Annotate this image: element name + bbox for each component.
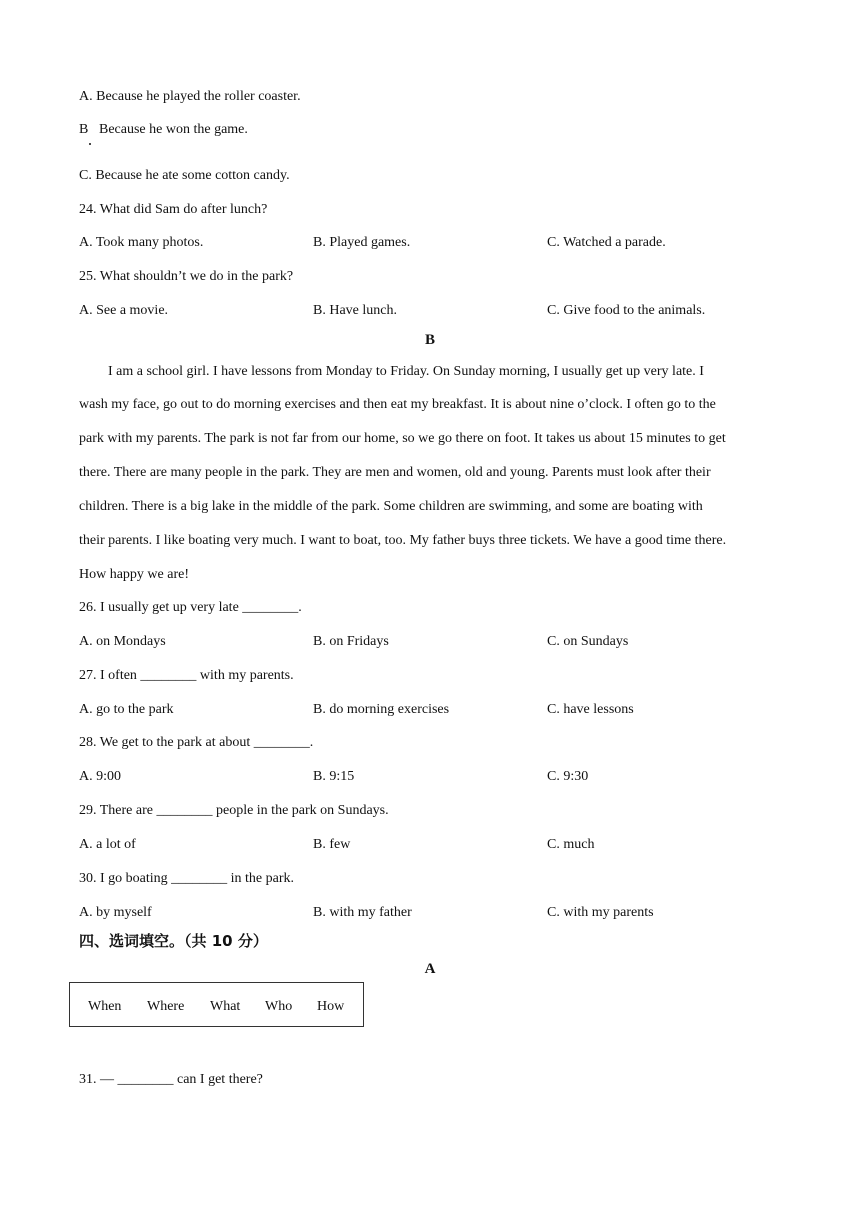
q27-option-a: A. go to the park [79,702,174,717]
q25-option-a: A. See a movie. [79,303,169,318]
q27-option-b: B. do morning exercises [313,702,450,717]
q30-option-c: C. with my parents [547,905,654,920]
q28-option-b: B. 9:15 [313,769,355,784]
q26-stem: 26. I usually get up very late ________. [79,600,302,615]
q28-option-a: A. 9:00 [79,769,121,784]
passage-line: park with my parents. The park is not far from our home, so we go there on foot. It takes us about 15 minutes to get [79,431,726,446]
passage-b-heading: B [424,332,435,348]
q24-option-c: C. Watched a parade. [547,235,666,250]
passage-line: their parents. I like boating very much. I want to boat, too. My father buys three tickets. We have a good time there. [79,533,727,548]
passage-line: I am a school girl. I have lessons from Monday to Friday. On Sunday morning, I usually get up very late. I [108,364,704,379]
passage-line: children. There is a big lake in the middle of the park. Some children are swimming, and some are boating with [79,499,703,514]
q24-option-a: A. Took many photos. [79,235,204,250]
passage-line: there. There are many people in the park. They are men and women, old and young. Parents must look after their [79,465,711,480]
q26-option-c: C. on Sundays [547,634,629,649]
section-4-title: 四、选词填空。（共 10 分） [79,932,268,950]
q30-option-a: A. by myself [79,905,152,920]
q30-stem: 30. I go boating ________ in the park. [79,871,295,886]
word-bank-word: When [88,999,122,1014]
word-bank-word: What [210,999,241,1014]
q24-option-b: B. Played games. [313,235,411,250]
q25-stem: 25. What shouldn’t we do in the park? [79,269,294,284]
q28-option-c: C. 9:30 [547,769,589,784]
q30-option-b: B. with my father [313,905,412,920]
q23-option-b-letter: B [79,122,89,137]
q29-option-a: A. a lot of [79,837,136,852]
word-bank-word: How [317,999,345,1014]
q24-stem: 24. What did Sam do after lunch? [79,202,268,217]
word-bank-box [69,982,364,1027]
word-bank-word: Where [147,999,185,1014]
section-4-subheading: A [424,961,436,977]
q27-option-c: C. have lessons [547,702,634,717]
q25-option-c: C. Give food to the animals. [547,303,706,318]
q23-option-b: Because he won the game. [99,122,248,137]
q28-stem: 28. We get to the park at about ________. [79,735,314,750]
q31-stem: 31. — ________ can I get there? [79,1072,263,1087]
q29-option-b: B. few [313,837,351,852]
q25-option-b: B. Have lunch. [313,303,397,318]
q26-option-a: A. on Mondays [79,634,166,649]
q23-option-b-dot [89,143,91,145]
q29-option-c: C. much [547,837,595,852]
passage-line: wash my face, go out to do morning exercises and then eat my breakfast. It is about nine o’clock. I often go to the [79,397,716,412]
passage-line: How happy we are! [79,567,190,582]
q29-stem: 29. There are ________ people in the park on Sundays. [79,803,389,818]
q26-option-b: B. on Fridays [313,634,389,649]
q23-option-a: A. Because he played the roller coaster. [79,89,301,104]
q23-option-c: C. Because he ate some cotton candy. [79,168,290,183]
q27-stem: 27. I often ________ with my parents. [79,668,294,683]
word-bank-word: Who [265,999,293,1014]
